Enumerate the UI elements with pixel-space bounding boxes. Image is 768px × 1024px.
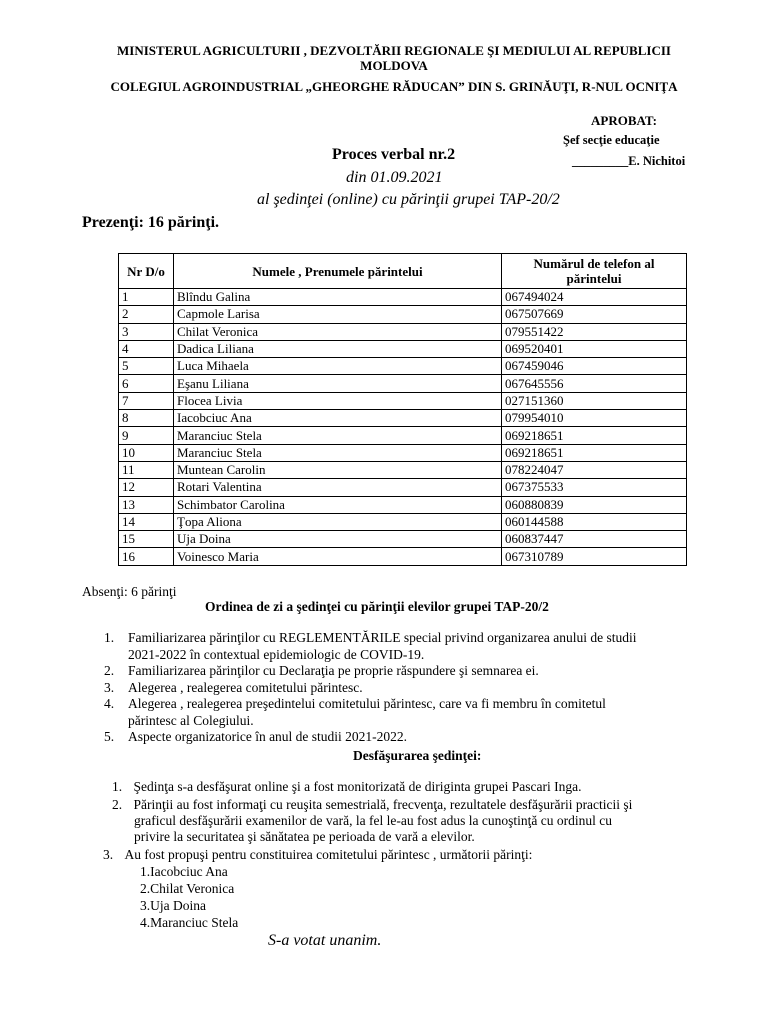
row-number: 15 [119, 531, 174, 548]
approval-signature: _________E. Nichitoi [572, 154, 686, 168]
parent-phone: 060144588 [502, 513, 687, 530]
agenda-item [82, 630, 722, 663]
parent-phone: 067645556 [502, 375, 687, 392]
table-row [119, 410, 687, 427]
parent-name: Eşanu Liliana [174, 375, 502, 392]
proceeding-number: 3. [103, 847, 114, 862]
table-row [119, 306, 687, 323]
agenda-number: 1. [104, 630, 115, 645]
parent-name: Blîndu Galina [174, 289, 502, 306]
proceeding-item-3 [103, 847, 532, 863]
table-row [119, 289, 687, 306]
parent-name: Uja Doina [174, 531, 502, 548]
parent-phone: 069218651 [502, 444, 687, 461]
agenda-item [82, 729, 722, 746]
present-count: Prezenţi: 16 părinţi. [82, 214, 220, 231]
agenda-number: 2. [104, 663, 115, 678]
proceeding-item-1 [112, 779, 582, 795]
row-number: 1 [119, 289, 174, 306]
nominee: 2.Chilat Veronica [140, 881, 235, 896]
row-number: 3 [119, 323, 174, 340]
parent-phone: 079954010 [502, 410, 687, 427]
parent-name: Chilat Veronica [174, 323, 502, 340]
parent-name: Maranciuc Stela [174, 444, 502, 461]
row-number: 5 [119, 358, 174, 375]
row-number: 7 [119, 392, 174, 409]
agenda-list [82, 630, 722, 746]
table-row [119, 375, 687, 392]
header-name: Numele , Prenumele părintelui [174, 254, 502, 289]
parent-name: Maranciuc Stela [174, 427, 502, 444]
approval-role: Şef secţie educaţie [563, 133, 660, 147]
proceeding-text-cont: graficul desfăşurării examenilor de vară, la fel le-au fost adus la cunoştinţă cu ordinul cu [134, 813, 612, 828]
row-number: 12 [119, 479, 174, 496]
nominee: 1.Iacobciuc Ana [140, 864, 228, 879]
table-row [119, 548, 687, 565]
table-row [119, 427, 687, 444]
parent-phone: 067375533 [502, 479, 687, 496]
nominee: 4.Maranciuc Stela [140, 915, 239, 930]
parent-phone: 067310789 [502, 548, 687, 565]
parent-name: Capmole Larisa [174, 306, 502, 323]
vote-result: S-a votat unanim. [268, 932, 382, 949]
document-date: din 01.09.2021 [346, 169, 443, 186]
parent-phone: 069520401 [502, 340, 687, 357]
ministry-line-2: MOLDOVA [360, 58, 428, 73]
parent-phone: 079551422 [502, 323, 687, 340]
nominee-list [140, 863, 238, 931]
proceeding-item-2 [112, 797, 632, 813]
table-row [119, 323, 687, 340]
proceeding-text: Au fost propuşi pentru constituirea comitetului părintesc , următorii părinţi: [124, 847, 533, 862]
parent-name: Voinesco Maria [174, 548, 502, 565]
agenda-text: Alegerea , realegerea preşedintelui comitetului părintesc, care va fi membru în comitetul [128, 696, 606, 711]
agenda-number: 3. [104, 679, 115, 695]
parent-name: Muntean Carolin [174, 461, 502, 478]
proceedings-title: Desfăşurarea şedinţei: [353, 748, 482, 763]
table-header-row [119, 254, 687, 289]
parent-name: Flocea Livia [174, 392, 502, 409]
parent-phone: 067459046 [502, 358, 687, 375]
row-number: 9 [119, 427, 174, 444]
absent-count: Absenţi: 6 părinţi [82, 584, 177, 599]
agenda-text-cont: părintesc al Colegiului. [128, 712, 254, 728]
row-number: 4 [119, 340, 174, 357]
ministry-line-1: MINISTERUL AGRICULTURII , DEZVOLTĂRII REGIONALE ŞI MEDIULUI AL REPUBLICII [117, 43, 671, 58]
parent-name: Dadica Liliana [174, 340, 502, 357]
agenda-title: Ordinea de zi a şedinţei cu părinţii elevilor grupei TAP-20/2 [205, 599, 549, 614]
row-number: 10 [119, 444, 174, 461]
parent-name: Iacobciuc Ana [174, 410, 502, 427]
proceeding-text: Părinţii au fost informaţi cu reuşita semestrială, frecvenţa, rezultatele desfăşurării practicii şi [133, 797, 633, 812]
college-name: COLEGIUL AGROINDUSTRIAL „GHEORGHE RĂDUCAN” DIN S. GRINĂUŢI, R-NUL OCNIŢA [110, 79, 678, 94]
agenda-text-cont: 2021-2022 în contextual epidemiologic de COVID-19. [128, 646, 425, 662]
agenda-number: 4. [104, 696, 115, 711]
parent-phone: 067494024 [502, 289, 687, 306]
table-row [119, 513, 687, 530]
nominee: 3.Uja Doina [140, 898, 206, 913]
row-number: 13 [119, 496, 174, 513]
table-row [119, 479, 687, 496]
agenda-item [82, 663, 722, 680]
parent-name: Rotari Valentina [174, 479, 502, 496]
agenda-text: Familiarizarea părinţilor cu Declaraţia pe proprie răspundere şi semnarea ei. [128, 663, 539, 678]
document-title: Proces verbal nr.2 [332, 146, 456, 163]
parent-phone: 069218651 [502, 427, 687, 444]
table-row [119, 358, 687, 375]
proceeding-text: Şedinţa s-a desfăşurat online şi a fost monitorizată de diriginta grupei Pascari Inga. [133, 779, 582, 794]
parent-name: Ţopa Aliona [174, 513, 502, 530]
table-row [119, 496, 687, 513]
row-number: 16 [119, 548, 174, 565]
proceeding-text-cont: privire la securitatea şi sănătatea pe perioada de vară a elevilor. [134, 829, 475, 844]
agenda-text: Familiarizarea părinţilor cu REGLEMENTĂRILE special privind organizarea anului de studii [128, 630, 637, 645]
parents-table [118, 253, 687, 566]
agenda-item [82, 680, 722, 697]
row-number: 6 [119, 375, 174, 392]
agenda-number: 5. [104, 729, 115, 744]
parent-phone: 060837447 [502, 531, 687, 548]
row-number: 2 [119, 306, 174, 323]
table-row [119, 461, 687, 478]
table-row [119, 340, 687, 357]
agenda-text: Aspecte organizatorice în anul de studii 2021-2022. [128, 729, 408, 744]
row-number: 8 [119, 410, 174, 427]
agenda-text: Alegerea , realegerea comitetului părintesc. [128, 679, 363, 695]
table-row [119, 392, 687, 409]
agenda-item [82, 696, 722, 729]
proceeding-number: 2. [112, 797, 123, 812]
proceeding-number: 1. [112, 779, 123, 794]
parent-phone: 060880839 [502, 496, 687, 513]
row-number: 14 [119, 513, 174, 530]
parent-name: Schimbator Carolina [174, 496, 502, 513]
table-row [119, 444, 687, 461]
table-row [119, 531, 687, 548]
row-number: 11 [119, 461, 174, 478]
header-phone: Numărul de telefon al părintelui [502, 254, 687, 289]
parent-phone: 027151360 [502, 392, 687, 409]
parent-name: Luca Mihaela [174, 358, 502, 375]
document-subtitle: al şedinţei (online) cu părinţii grupei TAP-20/2 [257, 191, 560, 208]
parent-phone: 067507669 [502, 306, 687, 323]
parent-phone: 078224047 [502, 461, 687, 478]
header-number: Nr D/o [119, 254, 174, 289]
approval-label: APROBAT: [591, 113, 657, 128]
